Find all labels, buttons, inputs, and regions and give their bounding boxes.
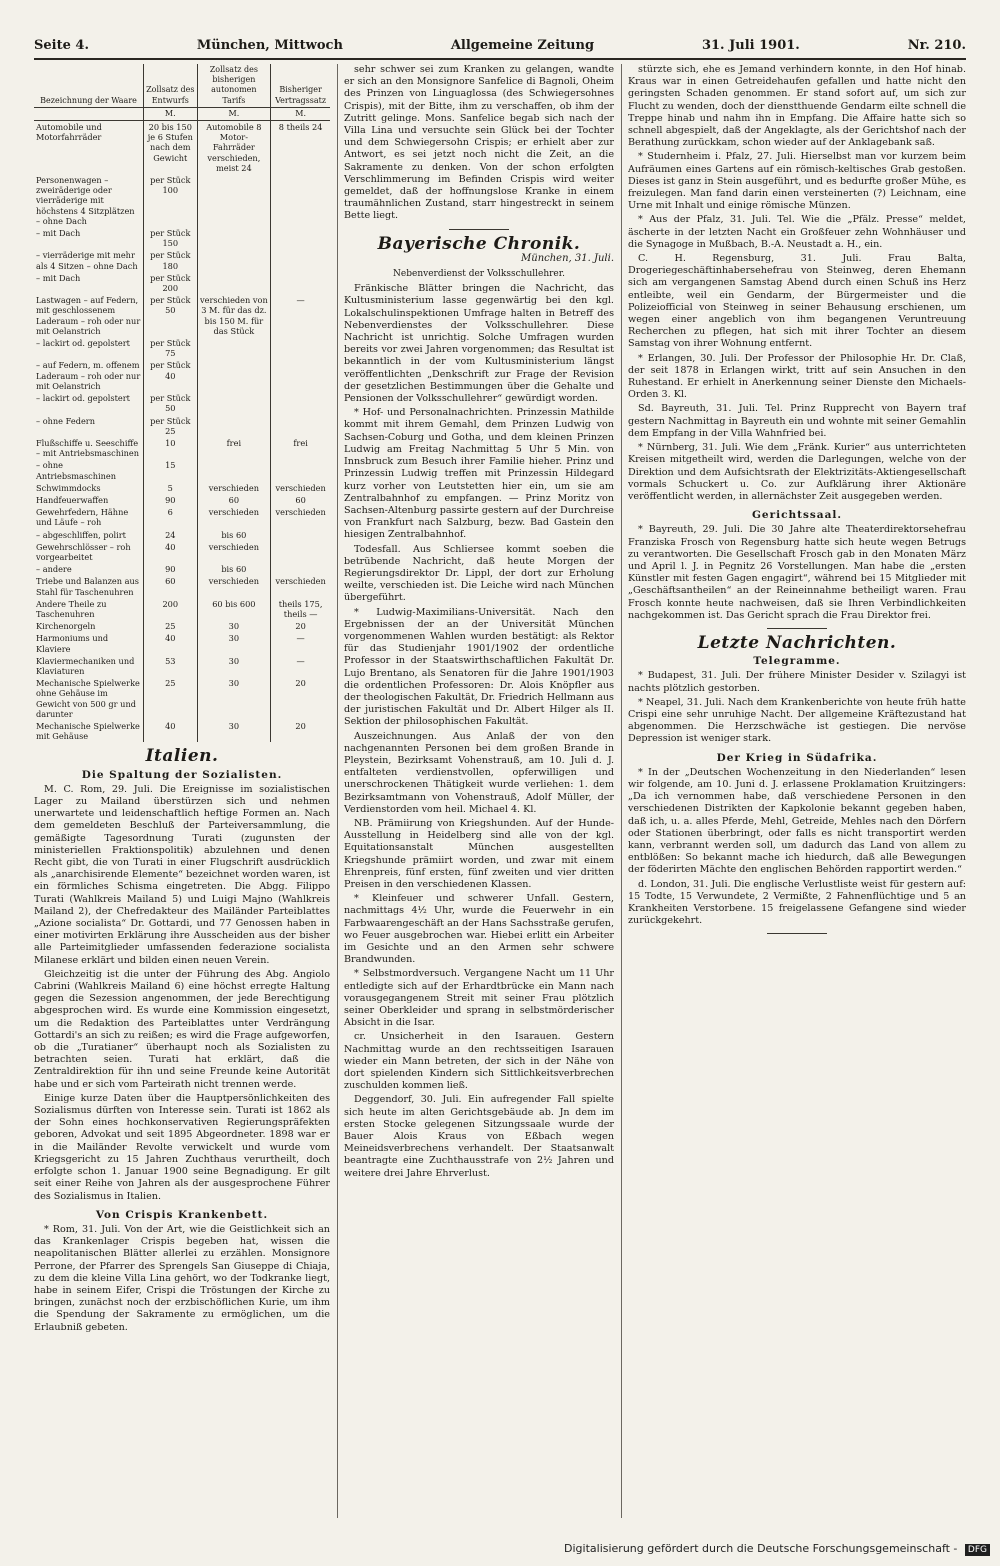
paragraph: Sd. Bayreuth, 31. Juli. Tel. Prinz Rupprecht von Bayern traf gestern Nachmittag in Bayreuth ein und wohnte mit seiner Gemahlin dem Empfang in der Villa Wahnfried bei. (628, 403, 966, 439)
tariff-cell: — (271, 632, 330, 654)
tariff-cell: per Stück 25 (144, 415, 197, 437)
section-heading-latest: Letzte Nachrichten. (697, 632, 897, 653)
tariff-cell: 20 bis 150 je 6 Stufen nach dem Gewicht (144, 121, 197, 175)
tariff-cell (271, 249, 330, 271)
tariff-cell: verschieden von 3 M. für das dz. bis 150 M. für das Stück (197, 294, 271, 337)
tariff-row (34, 337, 330, 359)
tariff-cell: 20 (271, 677, 330, 720)
issue-number: Nr. 210. (907, 37, 966, 53)
tariff-row (34, 482, 330, 494)
divider (767, 933, 827, 934)
tariff-cell: Handfeuerwaffen (36, 494, 109, 505)
tariff-cell: 25 (144, 620, 197, 632)
tariff-cell (271, 459, 330, 481)
paragraph: M. C. Rom, 29. Juli. Die Ereignisse im sozialistischen Lager zu Mailand überstürzen sich und nehmen unerwartete und leidenschaftlich heftige Formen an. Nach dem gemeldeten Beschluß der Parteiversammlung, die gemäßigte Tagesordnung Turati (zugunsten der ministeriellen Fraktionspolitik) abzulehnen und denen Recht gibt, die von Turati in einer Flugschrift ausdrücklich als „anarchisirende Elemente“ bezeichnet worden waren, ist ein förmliches Schisma eingetreten. Die Abgg. Filippo Turati (Wahlkreis Mailand 5) und Luigi Majno (Wahlkreis Mailand 2), der Chefredakteur des Mailänder Parteiblattes „Azione socialista“ Dr. Gottardi, und 77 Genossen haben in einer motivirten Erklärung ihre Ausscheiden aus der bisher alle Parteimitglieder umfassenden federazione socialista Milanese erklärt und bilden einen neuen Verein. (34, 783, 330, 966)
paragraph: * Budapest, 31. Juli. Der frühere Minister Desider v. Szilagyi ist nachts plötzlich gestorben. (628, 670, 966, 694)
paragraph: * Aus der Pfalz, 31. Juli. Tel. Wie die „Pfälz. Presse“ meldet, äscherte in der letzten Nacht ein Großfeuer zehn Wohnhäuser und die Synagoge in Mußbach, B.-A. Neustadt a. H., ein. (628, 214, 966, 250)
tariff-cell: 25 (144, 677, 197, 720)
tariff-cell: 15 (144, 459, 197, 481)
tariff-cell: – auf Federn, m. offenem Laderaum – roh oder nur mit Oelanstrich (36, 360, 141, 391)
tariff-row (34, 272, 330, 294)
tariff-unit: M. (144, 107, 197, 120)
paragraph: * Kleinfeuer und schwerer Unfall. Gestern, nachmittags 4½ Uhr, wurde die Feuerwehr in ein Farbwaarengeschäft an der Hans Sachsstraße gerufen, wo Feuer ausgebrochen war. Hiebei erlitt ein Arbeiter im Gesichte und an den Armen sehr schwere Brandwunden. (344, 893, 614, 966)
credit-text: Digitalisierung gefördert durch die Deutsche Forschungsgemeinschaft - (564, 1542, 958, 1555)
tariff-cell: per Stück 40 (144, 359, 197, 392)
tariff-row (34, 655, 330, 677)
tariff-row (34, 121, 330, 175)
tariff-cell: per Stück 50 (144, 294, 197, 337)
paragraph: * Neapel, 31. Juli. Nach dem Krankenberichte von heute früh hatte Crispi eine sehr unruhige Nacht. Der allgemeine Kräftezustand hat abgenommen. Die Herzschwäche ist gestiegen. Die nervöse Depression ist weniger stark. (628, 696, 966, 745)
tariff-row (34, 392, 330, 414)
tariff-cell (271, 227, 330, 249)
telegrams-heading: Telegramme. (753, 655, 841, 668)
article-body (628, 524, 966, 622)
tariff-cell: per Stück 100 (144, 174, 197, 227)
tariff-row (34, 563, 330, 575)
tariff-cell: — (271, 294, 330, 337)
paragraph: C. H. Regensburg, 31. Juli. Frau Balta, Drogeriegeschäftinhabersehefrau von Steinweg, deren Ehemann sich am vergangenen Samstag Abend durch einen Schuß ins Herz entleibte, weil ein Gendarm, der Bürgermeister und die Polizeiofficial von Steinweg in seiner Behausung erschienen, um wegen einer angeblich von ihm begangenen Veruntreuung Recherchen zu pflegen, hat sich mit ihrer Tochter an diesem Samstag von ihrer Wohnung entfernt. (628, 253, 966, 350)
continued-text: sehr schwer sei zum Kranken zu gelangen, wandte er sich an den Monsignore Sanfelice di Bagnoli, Oheim des Prinzen von Linguaglossa (des Schwiegersohnes Crispis), mit der Bitte, ihm zu verschaffen, ob ihm der Zutritt gelinge. Mons. Sanfelice begab sich nach der Villa Lina und versuchte sein Glück bei der Tochter und dem Schwiegersohn Crispis; er erhielt aber zur Antwort, es sei jetzt noch nicht die Zeit, an die Sakramente zu denken. Von der schon erfolgten Verschlimmerung im Befinden Crispis wird weiter gemeldet, daß der hoffnungslose Kranke in einem traumähnlichen Zustand, starr hingestreckt in seinem Bette liegt. (344, 64, 614, 222)
tariff-units-row (34, 107, 330, 120)
tariff-cell: Automobile und Motorfahrräder (36, 122, 102, 143)
tariff-cell: Personenwagen – zweiräderige oder vierräderige mit höchstens 4 Sitzplätzen – ohne Dach (36, 175, 135, 226)
paragraph: * In der „Deutschen Wochenzeitung in den Niederlanden“ lesen wir folgende, am 10. Juni d. J. erlassene Proklamation Kruitzingers: „Da ich vernommen habe, daß verschiedene Personen in den verschiedenen Distrikten der Kapkolonie bekannt gegeben haben, daß ich, u. a. alles Pferde, Mehl, Getreide, Mehles nach den Dörfern oder Stationen überbringt, oder falls es nicht transportirt werden kann, verbrannt werden soll, um dadurch das Land von allem zu entblößen: So bekannt mache ich hiedurch, daß alle Bewegungen der föderirten Mächte den englischen Behörden rapportirt werden.“ (628, 766, 966, 876)
tariff-unit: M. (271, 107, 330, 120)
tariff-cell: frei (271, 437, 330, 459)
tariff-cell: 30 (197, 655, 271, 677)
dateline: München, 31. Juli. (521, 252, 614, 264)
tariff-unit: M. (197, 107, 271, 120)
tariff-cell (271, 392, 330, 414)
tariff-cell: per Stück 200 (144, 272, 197, 294)
tariff-cell: – ohne Antriebsmaschinen (36, 460, 117, 481)
paragraph: cr. Unsicherheit in den Isarauen. Gestern Nachmittag wurde an den rechtsseitigen Isarauen wieder ein Mann betreten, der sich in der Nähe von dort spielenden Kindern sich Sittlichkeitsverbrechen zuschulden kommen ließ. (344, 1031, 614, 1092)
tariff-cell (271, 272, 330, 294)
paragraph: * Studernheim i. Pfalz, 27. Juli. Hierselbst man vor kurzem beim Aufräumen eines Gartens auf ein römisch-keltisches Grab gestoßen. Dieses ist ganz in Stein ausgeführt, und es bedurfte großer Mühe, es freizulegen. Man fand darin einen versteinerten (?) Leichnam, eine Urne mit Inhalt und einige römische Münzen. (628, 151, 966, 212)
tariff-cell: 30 (197, 632, 271, 654)
tariff-cell: theils 175, theils — (271, 598, 330, 620)
article-body (628, 767, 966, 928)
tariff-body (34, 121, 330, 743)
tariff-cell: per Stück 50 (144, 392, 197, 414)
tariff-row (34, 529, 330, 541)
tariff-cell (197, 227, 271, 249)
tariff-cell: 40 (144, 632, 197, 654)
tariff-cell: Mechanische Spielwerke mit Gehäuse (36, 720, 140, 742)
page-header (34, 32, 966, 60)
masthead: Allgemeine Zeitung (450, 37, 595, 53)
paragraph: Einige kurze Daten über die Hauptpersönlichkeiten des Sozialismus dürften von Interesse sein. Turati ist 1862 als der Sohn eines hochkonservativen Regierungspräfekten geboren, Advokat und seit 1895 Abgeordneter. 1898 war er in die Mailänder Revolte verwickelt und wurde vom Kriegsgericht zu 15 Jahren Zuchthaus verurtheilt, doch erfolgte schon 1. Januar 1900 seine Begnadigung. Er gilt seit einer Reihe von Jahren als der ausgesprochene Führer des Sozialismus in Italien. (34, 1092, 330, 1202)
tariff-cell: bis 60 (197, 529, 271, 541)
tariff-row (34, 506, 330, 528)
digitization-credit (564, 1542, 990, 1556)
paragraph: Auszeichnungen. Aus Anlaß der von den nachgenannten Personen bei dem großen Brande in Pleystein, Bezirksamt Vohenstrauß, am 10. Juli d. J. entfalteten verdienstvollen, opferwilligen und unerschrockenen Thätigkeit wurde verliehen: 1. dem Bezirksamtmann von Vohenstrauß, Adolf Müller, der Verdienstorden vom heil. Michael 4. Kl. (344, 730, 614, 815)
tariff-cell: – mit Dach (36, 272, 81, 283)
tariff-cell: 60 (144, 575, 197, 597)
article-heading: Die Spaltung der Sozialisten. (81, 768, 283, 781)
tariff-cell: 30 (197, 720, 271, 742)
tariff-cell: Harmoniums und Klaviere (36, 633, 109, 654)
tariff-cell: 30 (197, 620, 271, 632)
article-heading: Von Crispis Krankenbett. (95, 1208, 269, 1221)
tariff-row (34, 415, 330, 437)
tariff-cell: 30 (197, 677, 271, 720)
tariff-cell: 60 (197, 494, 271, 506)
tariff-row (34, 174, 330, 227)
place-day: München, Mittwoch (196, 37, 343, 53)
tariff-row (34, 359, 330, 392)
tariff-cell: bis 60 (197, 563, 271, 575)
tariff-row (34, 598, 330, 620)
tariff-row (34, 720, 330, 742)
tariff-cell: Gewehrfedern, Hähne und Läufe – roh (36, 507, 129, 528)
tariff-cell: verschieden (271, 506, 330, 528)
continued-text: stürzte sich, ehe es Jemand verhindern konnte, in den Hof hinab. Kraus war in einen Getreidehaufen gefallen und hatte nicht den geringsten Schaden genommen. Er stand sofort auf, um sich zur Flucht zu wenden, doch der dienstthuende Gendarm eilte schnell die Treppe hinab und nahm ihn in Empfang. Die Affaire hatte sich so schnell abgespielt, daß der Angeklagte, als der Gerichtshof nach der Berathung zurückkam, schon wieder auf der Anklagebank saß. (628, 64, 966, 149)
tariff-cell: – vierräderige mit mehr als 4 Sitzen – ohne Dach (36, 250, 138, 271)
tariff-cell: Schwimmdocks (36, 482, 101, 493)
paragraph: * Erlangen, 30. Juli. Der Professor der Philosophie Hr. Dr. Claß, der seit 1878 in Erlangen wirkt, tritt auf sein Ansuchen in den Ruhestand. Er erhielt in Anerkennung seiner Dienste den Michaels-Orden 3. Kl. (628, 352, 966, 401)
tariff-cell: 40 (144, 541, 197, 563)
paragraph: d. London, 31. Juli. Die englische Verlustliste weist für gestern auf: 15 Todte, 15 Verwundete, 2 Vermißte, 2 Fahnenflüchtige und 5 an Krankheiten Verstorbene. 15 freigelassene Gefangene sind wieder zurückgekehrt. (628, 878, 966, 927)
article-body (628, 151, 966, 503)
article-heading: Nebenverdienst der Volksschullehrer. (393, 269, 565, 280)
tariff-row (34, 249, 330, 271)
tariff-cell: Automobile 8 Motor-Fahrräder verschieden, meist 24 (197, 121, 271, 175)
tariff-row (34, 632, 330, 654)
tariff-cell: Andere Theile zu Taschenuhren (36, 598, 107, 619)
tariff-cell: Flußschiffe u. Seeschiffe – mit Antriebsmaschinen (36, 437, 139, 459)
tariff-cell: 10 (144, 437, 197, 459)
tariff-cell (271, 541, 330, 563)
tariff-cell: per Stück 180 (144, 249, 197, 271)
paragraph: * Nürnberg, 31. Juli. Wie dem „Fränk. Kurier“ aus unterrichteten Kreisen mitgetheilt wird, werden die Darlegungen, welche von der Direktion und dem Aufsichtsrath der Elektrizitäts-Aktiengesellschaft vormals Schuckert u. Co. zur Aufklärung ihrer Aktionäre veröffentlicht werden, in allernächster Zeit ausgegeben werden. (628, 442, 966, 502)
page-label: Seite 4. (34, 37, 89, 53)
tariff-cell: verschieden (271, 575, 330, 597)
column-rule (621, 64, 622, 1518)
section-heading-bavaria: Bayerische Chronik. (377, 233, 581, 254)
tariff-cell (197, 359, 271, 392)
column-2 (344, 64, 614, 1518)
tariff-cell (271, 563, 330, 575)
tariff-row (34, 541, 330, 563)
column-1 (34, 64, 330, 1518)
tariff-cell: frei (197, 437, 271, 459)
tariff-row (34, 437, 330, 459)
tariff-cell (271, 529, 330, 541)
tariff-cell (271, 174, 330, 227)
tariff-column-header: Bezeichnung der Waare (34, 64, 144, 107)
paragraph: * Rom, 31. Juli. Von der Art, wie die Geistlichkeit sich an das Krankenlager Crispis begeben hat, wissen die neapolitanischen Blätter allerlei zu erzählen. Monsignore Perrone, der Pfarrer des Sprengels San Giuseppe di Chiaja, zu dem die kleine Villa Lina gehört, wo der Todkranke liegt, habe in seinem Eifer, Crispi die Tröstungen der Kirche zu bringen, zunächst noch der erzbischöflichen Kurie, um ihm die Spendung der Sakramente zu ermöglichen, um die Erlaubniß gebeten. (34, 1223, 330, 1333)
section-heading-war: Der Krieg in Südafrika. (716, 751, 878, 764)
tariff-cell: verschieden (197, 575, 271, 597)
paragraph: * Ludwig-Maximilians-Universität. Nach den Ergebnissen der an der Universität München vorgenommenen Wahlen wurden bestätigt: als Rektor für das Studienjahr 1901/1902 der ordentliche Professor in der Staatswirthschaftlichen Fakultät Dr. Lujo Brentano, als Senatoren für die Jahre 1901/1903 die ordentlichen Professoren: Dr. Alois Knöpfler aus der theologischen Fakultät, Dr. Friedrich Hellmann aus der juristischen Fakultät und Dr. Albert Hilger als II. Sektion der philosophischen Fakultät. (344, 606, 614, 728)
tariff-row (34, 620, 330, 632)
tariff-cell: verschieden (197, 482, 271, 494)
paragraph: * Selbstmordversuch. Vergangene Nacht um 11 Uhr entledigte sich auf der Erhardtbrücke ein Mann nach vorausgegangenem Streit mit seiner Frau plötzlich seiner Oberkleider und sprang in selbstmörderischer Absicht in die Isar. (344, 968, 614, 1029)
tariff-cell: per Stück 75 (144, 337, 197, 359)
tariff-row (34, 227, 330, 249)
section-heading-italy: Italien. (145, 746, 219, 767)
tariff-cell: verschieden (197, 541, 271, 563)
paragraph: * Hof- und Personalnachrichten. Prinzessin Mathilde kommt mit ihrem Gemahl, dem Prinzen Ludwig von Sachsen-Coburg und Gotha, und dem kleinen Prinzen Ludwig am Freitag Nachmittag 5 Uhr 5 Min. von Innsbruck zum Besuch ihrer Familie hieher. Prinz und Prinzessin Ludwig treffen mit Prinzessin Hildegard kurz vorher von Leutstetten hier ein, um sie am Zentralbahnhof zu empfangen. — Prinz Moritz von Sachsen-Altenburg passirte gestern auf der Durchreise von Frankfurt nach Salzburg, bezw. Bad Gastein den hiesigen Zentralbahnhof. (344, 407, 614, 541)
tariff-cell: 40 (144, 720, 197, 742)
tariff-cell (197, 337, 271, 359)
tariff-header-row (34, 64, 330, 107)
tariff-cell: – lackirt od. gepolstert (36, 393, 130, 404)
article-body (34, 1224, 330, 1334)
column-3 (628, 64, 966, 1518)
tariff-cell: 53 (144, 655, 197, 677)
tariff-cell: – mit Dach (36, 228, 81, 239)
tariff-row (34, 575, 330, 597)
tariff-cell: 5 (144, 482, 197, 494)
tariff-cell (197, 415, 271, 437)
tariff-cell: 60 (271, 494, 330, 506)
tariff-cell: 90 (144, 563, 197, 575)
section-heading-court: Gerichtssaal. (751, 509, 843, 522)
tariff-cell: 200 (144, 598, 197, 620)
tariff-cell (197, 272, 271, 294)
tariff-cell: verschieden (197, 506, 271, 528)
tariff-column-header: Bisheriger Vertragssatz (271, 64, 330, 107)
tariff-unit (34, 107, 144, 120)
tariff-cell: – lackirt od. gepolstert (36, 338, 130, 349)
paragraph: Gleichzeitig ist die unter der Führung des Abg. Angiolo Cabrini (Wahlkreis Mailand 6) eine höchst erregte Haltung gegen die Sezession angenommen, der jede Berechtigung abgesprochen wird. Es wurde eine Kommission eingesetzt, um die Redaktion des Parteiblattes unter Verdrängung Gottardi's an sich zu reißen; es wird die Frage aufgeworfen, ob die „Turatianer“ überhaupt noch als Sozialisten zu betrachten seien. Turati hat erklärt, daß die Zentraldirektion für ihn und seine Freunde keine Autorität habe und er sich vom Parteirath nicht trennen werde. (34, 968, 330, 1090)
tariff-cell (197, 459, 271, 481)
tariff-cell: Kirchenorgeln (36, 621, 96, 632)
tariff-cell: — (271, 655, 330, 677)
tariff-cell: 20 (271, 620, 330, 632)
paragraph: NB. Prämiirung von Kriegshunden. Auf der Hunde-Ausstellung in Heidelberg sind alle von der kgl. Equitationsanstalt München ausgestellten Kriegshunde prämiirt worden, und zwar mit einem Ehrenpreis, fünf ersten, fünf zweiten und vier dritten Preisen in den verschiedenen Klassen. (344, 817, 614, 890)
tariff-cell: Gewehrschlösser – roh vorgearbeitet (36, 541, 131, 562)
tariff-cell (271, 337, 330, 359)
article-body (628, 670, 966, 745)
tariff-cell: 20 (271, 720, 330, 742)
divider (449, 229, 509, 230)
tariff-cell: 90 (144, 494, 197, 506)
tariff-row (34, 459, 330, 481)
tariff-cell: – ohne Federn (36, 415, 95, 426)
tariff-cell (271, 359, 330, 392)
tariff-cell: per Stück 150 (144, 227, 197, 249)
tariff-cell: Klaviermechaniken und Klaviaturen (36, 655, 135, 676)
dfg-logo: DFG (965, 1544, 990, 1556)
tariff-cell: Lastwagen – auf Federn, mit geschlossenem Laderaum – roh oder nur mit Oelanstrich (36, 295, 141, 336)
article-body (344, 283, 614, 1180)
paragraph: Todesfall. Aus Schliersee kommt soeben die betrübende Nachricht, daß heute Morgen der Regierungsdirektor Dr. Lippl, der dort zur Erholung weilte, verschieden ist. Die Leiche wird nach München übergeführt. (344, 543, 614, 604)
tariff-cell: 6 (144, 506, 197, 528)
tariff-row (34, 294, 330, 337)
tariff-column-header: Zollsatz des bisherigen autonomen Tarifs (197, 64, 271, 107)
tariff-cell: Mechanische Spielwerke ohne Gehäuse im Gewicht von 500 gr und darunter (36, 678, 140, 719)
issue-date: 31. Juli 1901. (701, 37, 800, 53)
column-rule (337, 64, 338, 1518)
paragraph: Deggendorf, 30. Juli. Ein aufregender Fall spielte sich heute im alten Gerichtsgebäude ab. Jn dem im ersten Stocke gelegenen Sitzungssaale wurde der Bauer Alois Kraus von Eßbach wegen Meineidsverbrechens verhandelt. Der Staatsanwalt beantragte eine Zuchthausstrafe von 2½ Jahren und weitere drei Jahre Ehrverlust. (344, 1094, 614, 1179)
paragraph: * Bayreuth, 29. Juli. Die 30 Jahre alte Theaterdirektorsehefrau Franziska Frosch von Regensburg hatte sich heute wegen Betrugs zu verantworten. Die Gesellschaft Frosch gab in den Monaten März und April l. J. in Pegnitz 26 Vorstellungen. Man habe die „ersten Künstler mit festen Gagen engagirt“, während bei 15 Mitglieder mit „Geschäftsantheilen“ an der Reineinnahme betheiligt waren. Frau Frosch konnte heute nachweisen, daß sie Ihren Verbindlichkeiten nachgekommen ist. Das Gericht sprach die Frau Direktor frei. (628, 524, 966, 621)
tariff-cell (197, 174, 271, 227)
tariff-column-header: Zollsatz des Entwurfs (144, 64, 197, 107)
paragraph: Fränkische Blätter bringen die Nachricht, das Kultusministerium lasse gegenwärtig bei den kgl. Lokalschulinspektionen Umfrage halten in Betreff des Nebenverdienstes der Volksschullehrer. Diese Nachricht ist unrichtig. Solche Umfragen wurden bereits vor zwei Jahren vorgenommen; das Resultat ist bekanntlich in der vom Kultusministerium längst veröffentlichten „Denkschrift zur Frage der Revision der gesetzlichen Bestimmungen über die Gehalte und Pensionen der Volksschullehrer“ gewürdigt worden. (344, 283, 614, 405)
tariff-cell: verschieden (271, 482, 330, 494)
tariff-cell: – andere (36, 564, 72, 575)
tariff-table (34, 64, 330, 742)
tariff-cell (271, 415, 330, 437)
divider (767, 628, 827, 629)
tariff-cell: – abgeschliffen, polirt (36, 529, 126, 540)
tariff-cell: 8 theils 24 (271, 121, 330, 175)
tariff-cell: Triebe und Balanzen aus Stahl für Taschenuhren (36, 576, 139, 597)
tariff-row (34, 494, 330, 506)
tariff-cell: 24 (144, 529, 197, 541)
tariff-cell (197, 249, 271, 271)
tariff-cell: 60 bis 600 (197, 598, 271, 620)
article-body (34, 784, 330, 1203)
tariff-row (34, 677, 330, 720)
tariff-cell (197, 392, 271, 414)
